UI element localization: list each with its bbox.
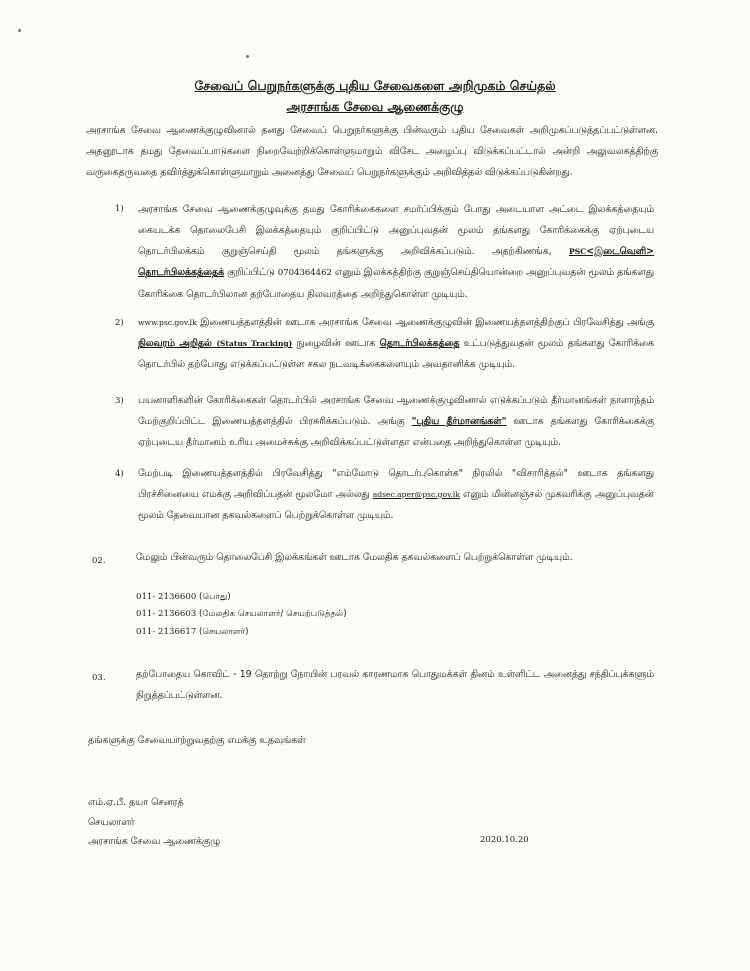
list-item-2: www.psc.gov.lk இணையத்தளத்தின் ஊடாக அரசாங்க சேவை ஆணைக்குழுவின் இணையத்தளத்திற்குப் பிரவேசித்து அங்கு நிலவரம் அறிதல் (Status Tracking) நுழைவின் ஊடாக தொடர்பிலக்கத்தை உட்படுத்துவதன் மூலம் தங்களது கோரிக்கை தொடர்பில் தற்போது எடுக்கப்பட்டுள்ள சகல நடவடிக்கைகளையும் அவதானிக்க முடியும். <box>138 317 655 370</box>
scan-speck <box>18 29 21 32</box>
item-number: 4) <box>115 469 124 479</box>
document-subtitle: அரசாங்க சேவை ஆணைக்குழு <box>286 99 464 114</box>
phone-label: (பொது) <box>199 592 231 602</box>
list-item-3: பயனாளிகளின் கோரிக்கைகள் தொடர்பில் அரசாங்க சேவை ஆணைக்குழுவினால் எடுக்கப்படும் தீர்மானங்கள் நாளாந்தம் மேற்குறிப்பிட்ட இணையத்தளத்தில் பிரசுரிக்கப்படும். அங்கு "புதிய தீர்மானங்கள்" ஊடாக தங்களது கோரிக்கைக்கு ஏற்புடைய தீர்மானம் உரிய அமைச்சுக்கு அறிவிக்கப்பட்டுள்ளதா என்பதை அறிந்துகொள்ள முடியும். <box>138 395 654 448</box>
signatory-organization: அரசாங்க சேவை ஆணைக்குழு <box>88 836 221 847</box>
email-link[interactable]: adsec.aper@psc.gov.lk <box>372 490 460 499</box>
document-date: 2020.10.20 <box>480 835 529 845</box>
item-text: அரசாங்க சேவை ஆணைக்குழுவுக்கு தமது கோரிக்கைகளை சமர்ப்பிக்கும் போது அடையாள அட்டை இலக்கத்தையும் கையடக்க தொலைபேசி இலக்கத்தையும் குறிப்பிட்டு அனுப்புவதன் மூலம் தங்களது கோரிக்கைக்கு ஏற்புடைய தொடர்பிலக்கம் குறுஞ்செய்தி மூலம் தங்களுக்கு அறிவிக்கப்படும். அதற்கிணங்க, <box>138 204 654 257</box>
phone-number: 011- 2136600 <box>136 592 197 602</box>
phone-number: 011- 2136603 <box>136 609 197 619</box>
item-number: 3) <box>115 396 124 406</box>
status-tracking-label: நிலவரம் அறிதல் (Status Tracking) <box>138 338 293 349</box>
phone-label: (மேலதிக செயலாளர்/ செயற்படுத்தல்) <box>199 609 347 619</box>
phone-number: 011- 2136617 <box>136 627 197 637</box>
signatory-name: எம்.ஏ.பீ. தயா செனரத் <box>88 797 184 808</box>
document-title: சேவைப் பெறுநர்களுக்கு புதிய சேவைகளை அறிமுகம் செய்தல் <box>194 78 556 93</box>
phone-line <box>136 609 347 620</box>
list-item-4: மேற்படி இணையத்தளத்தில் பிரவேசித்து "எம்மோடு தொடர்புகொள்க" நிரலில் "விசாரித்தல்" ஊடாக தங்களது பிரச்சினையை எமக்கு அறிவிப்பதன் மூலமோ அல்லது adsec.aper@psc.gov.lk எனும் மின்னஞ்சல் முகவரிக்கு அனுப்புவதன் மூலம் தேவையான தகவல்களைப் பெற்றுக்கொள்ள முடியும். <box>138 468 654 521</box>
sms-number: 0704364462 <box>277 268 332 278</box>
section-number: 02. <box>92 556 106 566</box>
phone-line <box>136 627 248 638</box>
psc-code-label: PSC<இடைவெளி> தொடர்பிலக்கத்தைக் <box>138 246 654 278</box>
signatory-title: செயலாளர் <box>88 817 135 828</box>
list-item-1: அரசாங்க சேவை ஆணைக்குழுவுக்கு தமது கோரிக்கைகளை சமர்ப்பிக்கும் போது அடையாள அட்டை இலக்கத்தையும் கையடக்க தொலைபேசி இலக்கத்தையும் குறிப்பிட்டு அனுப்புவதன் மூலம் தங்களது கோரிக்கைக்கு ஏற்புடைய தொடர்பிலக்கம் குறுஞ்செய்தி மூலம் தங்களுக்கு அறிவிக்கப்படும். அதற்கிணங்க, PSC<இடைவெளி> தொடர்பிலக்கத்தைக் குறிப்பிட்டு 0704364462 எனும் இலக்கத்திற்கு குறுஞ்செய்தியொன்றை அனுப்புவதன் மூலம் தங்களது கோரிக்கை தொடர்பிலான தற்போதைய நிலவரத்தை அறிந்துகொள்ள முடியும். <box>138 204 655 300</box>
scan-speck <box>246 55 249 58</box>
section-2-text: மேலும் பின்வரும் தொலைபேசி இலக்கங்கள் ஊடாக மேலதிக தகவல்களைப் பெற்றுக்கொள்ள முடியும். <box>136 552 573 563</box>
closing-line: தங்களுக்கு சேவையாற்றுவதற்கு எமக்கு உதவுங்கள் <box>88 735 306 746</box>
item-number: 1) <box>115 204 124 214</box>
section-3-text: தற்போதைய கொவிட் - 19 தொற்று நோயின் பரவல் காரணமாக பொதுமக்கள் தினம் உள்ளிட்ட அனைத்து சந்திப்புக்களும் நிறுத்தப்பட்டுள்ளன. <box>136 669 654 701</box>
reference-number-label: தொடர்பிலக்கத்தை <box>379 338 460 349</box>
website-link[interactable]: www.psc.gov.lk <box>138 318 197 327</box>
phone-line <box>136 592 231 603</box>
new-decisions-label: "புதிய தீர்மானங்கள்" <box>411 416 507 427</box>
section-number: 03. <box>92 673 106 683</box>
item-number: 2) <box>115 318 124 328</box>
intro-paragraph: அரசாங்க சேவை ஆணைக்குழுவினால் தனது சேவைப் பெறுநர்களுக்கு பின்வரும் புதிய சேவைகள் அறிமுகப்படுத்தப்பட்டுள்ளன. அதனூடாக தமது தேவைப்பாடுகளை நிறைவேற்றிக்கொள்ளுமாறும் விசேட அழைப்பு விடுக்கப்பட்டால் அன்றி அலுவலகத்திற்கு வருகைதருவதை தவிர்த்துக்கொள்ளுமாறும் அனைத்து சேவைப் பெறுநர்களுக்கும் அறிவித்தல் விடுக்கப்படுகின்றது. <box>86 125 658 178</box>
phone-label: (செயலாளர்) <box>199 627 249 637</box>
